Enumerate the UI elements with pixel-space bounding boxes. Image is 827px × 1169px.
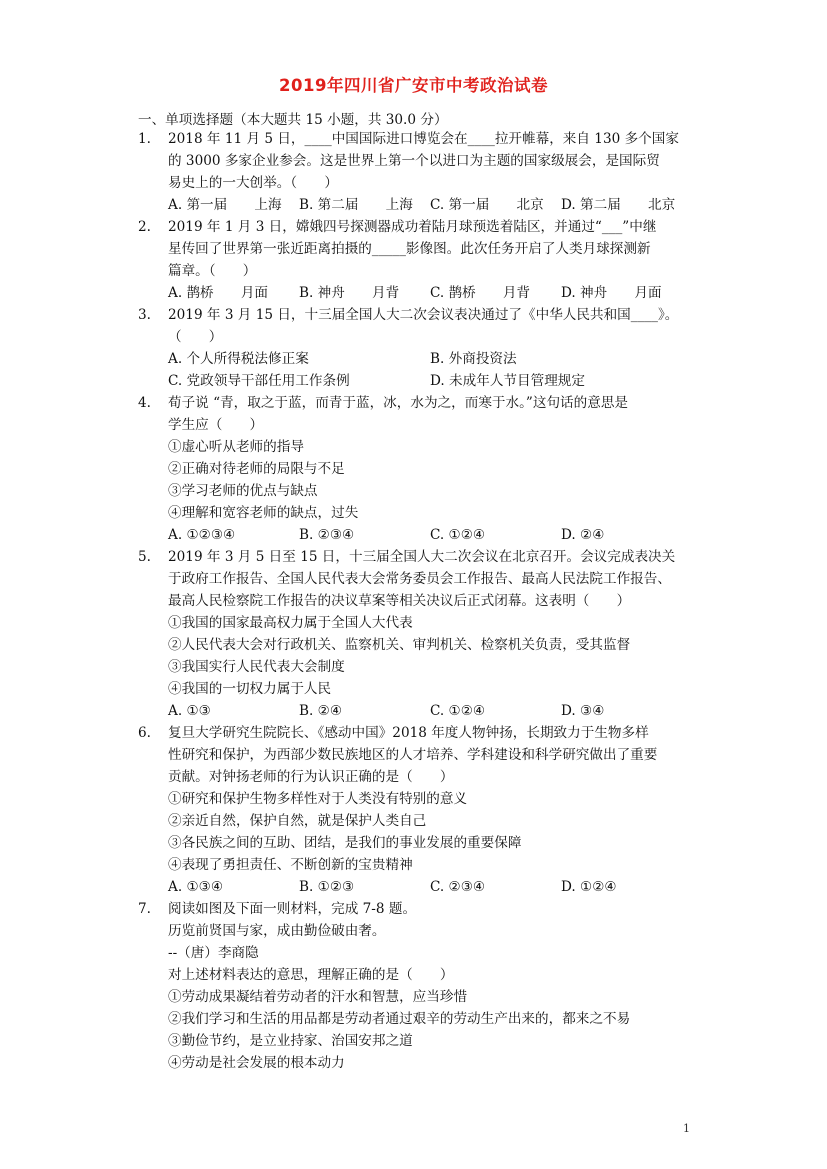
question-text-line: 复旦大学研究生院院长、《感动中国》2018 年度人物钟扬，长期致力于生物多样 bbox=[168, 725, 649, 741]
statement-line: ④理解和宽容老师的缺点，过失 bbox=[168, 505, 359, 521]
option-a: A. 鹊桥 月面 bbox=[168, 285, 269, 301]
question-number: 2. bbox=[138, 219, 151, 235]
quote-attribution: --（唐）李商隐 bbox=[168, 945, 259, 961]
question-number: 1. bbox=[138, 131, 151, 147]
options-row bbox=[168, 524, 700, 546]
statement-line: ①虚心听从老师的指导 bbox=[168, 439, 304, 455]
question-number: 7. bbox=[138, 901, 151, 917]
question-text-line: 2018 年 11 月 5 日，____中国国际进口博览会在____拉开帷幕，来自 130 多个国家 bbox=[168, 131, 679, 147]
options-row bbox=[168, 700, 700, 722]
option-d: D. 第二届 北京 bbox=[561, 197, 676, 213]
question-text-line: 星传回了世界第一张近距离拍摄的_____影像图。此次任务开启了人类月球探测新 bbox=[168, 241, 651, 257]
question-text-line: 贡献。对钟扬老师的行为认识正确的是（ ） bbox=[168, 769, 454, 785]
options-row bbox=[168, 194, 700, 216]
statement-line: ③勤俭节约，是立业持家、治国安邦之道 bbox=[168, 1033, 413, 1049]
statement-line: ②亲近自然，保护自然，就是保护人类自己 bbox=[168, 813, 427, 829]
question-number: 5. bbox=[138, 549, 151, 565]
option-a: A. 第一届 上海 bbox=[168, 197, 282, 213]
option-c: C. 鹊桥 月背 bbox=[430, 285, 531, 301]
option-a: A. ①③④ bbox=[168, 879, 224, 895]
question-text-line: 最高人民检察院工作报告的决议草案等相关决议后正式闭幕。这表明（ ） bbox=[168, 593, 631, 609]
option-b: B. ②③④ bbox=[299, 527, 355, 543]
question-2 bbox=[138, 216, 700, 304]
option-b: B. ②④ bbox=[299, 703, 343, 719]
question-text-line: 荀子说 “青，取之于蓝，而青于蓝，冰，水为之，而寒于水。”这句话的意思是 bbox=[168, 395, 629, 411]
quote-line: 历览前贤国与家，成由勤俭破由奢。 bbox=[168, 923, 386, 939]
statement-line: ①劳动成果凝结着劳动者的汗水和智慧，应当珍惜 bbox=[168, 989, 468, 1005]
statement-line: ④我国的一切权力属于人民 bbox=[168, 681, 332, 697]
question-6 bbox=[138, 722, 700, 898]
statement-line: ③学习老师的优点与缺点 bbox=[168, 483, 318, 499]
option-d: D. 未成年人节目管理规定 bbox=[430, 373, 585, 389]
question-text-line: 篇章。（ ） bbox=[168, 263, 257, 279]
question-3 bbox=[138, 304, 700, 392]
question-text-line: 易史上的一大创举。（ ） bbox=[168, 175, 338, 191]
exam-title: 2019年四川省广安市中考政治试卷 bbox=[279, 76, 548, 95]
options-row bbox=[168, 348, 700, 370]
options-row bbox=[168, 876, 700, 898]
options-row bbox=[168, 282, 700, 304]
question-number: 6. bbox=[138, 725, 151, 741]
question-text-line: 阅读如图及下面一则材料，完成 7-8 题。 bbox=[168, 901, 417, 917]
statement-line: ①我国的国家最高权力属于全国人大代表 bbox=[168, 615, 413, 631]
option-c: C. ②③④ bbox=[430, 879, 486, 895]
question-text-line: 2019 年 3 月 15 日，十三届全国人大二次会议表决通过了《中华人民共和国____》。 bbox=[168, 307, 679, 323]
option-d: D. ③④ bbox=[561, 703, 605, 719]
option-d: D. ②④ bbox=[561, 527, 605, 543]
question-text-line: 对上述材料表达的意思，理解正确的是（ ） bbox=[168, 967, 454, 983]
option-d: D. 神舟 月面 bbox=[561, 285, 662, 301]
option-b: B. 第二届 上海 bbox=[299, 197, 413, 213]
question-text-line: 学生应（ ） bbox=[168, 417, 264, 433]
option-b: B. 外商投资法 bbox=[430, 351, 517, 367]
statement-line: ③我国实行人民代表大会制度 bbox=[168, 659, 345, 675]
question-number: 3. bbox=[138, 307, 151, 323]
question-5 bbox=[138, 546, 700, 722]
statement-line: ④劳动是社会发展的根本动力 bbox=[168, 1055, 345, 1071]
question-text-line: （ ） bbox=[168, 329, 223, 345]
option-c: C. ①②④ bbox=[430, 527, 486, 543]
statement-line: ②我们学习和生活的用品都是劳动者通过艰辛的劳动生产出来的，都来之不易 bbox=[168, 1011, 631, 1027]
question-text-line: 性研究和保护，为西部少数民族地区的人才培养、学科建设和科学研究做出了重要 bbox=[168, 747, 658, 763]
question-1 bbox=[138, 128, 700, 216]
option-b: B. 神舟 月背 bbox=[299, 285, 400, 301]
option-a: A. ①③ bbox=[168, 703, 211, 719]
question-4 bbox=[138, 392, 700, 546]
question-text-line: 2019 年 3 月 5 日至 15 日，十三届全国人大二次会议在北京召开。会议完成表决关 bbox=[168, 549, 676, 565]
options-row bbox=[168, 370, 700, 392]
option-c: C. 党政领导干部任用工作条例 bbox=[168, 373, 350, 389]
question-list bbox=[138, 128, 700, 1074]
option-d: D. ①②④ bbox=[561, 879, 617, 895]
option-c: C. 第一届 北京 bbox=[430, 197, 544, 213]
option-a: A. ①②③④ bbox=[168, 527, 236, 543]
question-text-line: 的 3000 多家企业参会。这是世界上第一个以进口为主题的国家级展会，是国际贸 bbox=[168, 153, 660, 169]
question-text-line: 2019 年 1 月 3 日，嫦娥四号探测器成功着陆月球预选着陆区，并通过“___”中继 bbox=[168, 219, 657, 235]
question-text-line: 于政府工作报告、全国人民代表大会常务委员会工作报告、最高人民法院工作报告、 bbox=[168, 571, 671, 587]
section-heading: 一、单项选择题（本大题共 15 小题，共 30.0 分） bbox=[138, 112, 448, 128]
statement-line: ②人民代表大会对行政机关、监察机关、审判机关、检察机关负责，受其监督 bbox=[168, 637, 631, 653]
statement-line: ①研究和保护生物多样性对于人类没有特别的意义 bbox=[168, 791, 468, 807]
question-7 bbox=[138, 898, 700, 1074]
option-a: A. 个人所得税法修正案 bbox=[168, 351, 309, 367]
page-number: 1 bbox=[683, 1122, 690, 1135]
option-c: C. ①②④ bbox=[430, 703, 486, 719]
option-b: B. ①②③ bbox=[299, 879, 355, 895]
statement-line: ④表现了勇担责任、不断创新的宝贵精神 bbox=[168, 857, 413, 873]
statement-line: ③各民族之间的互助、团结，是我们的事业发展的重要保障 bbox=[168, 835, 522, 851]
question-number: 4. bbox=[138, 395, 151, 411]
statement-line: ②正确对待老师的局限与不足 bbox=[168, 461, 345, 477]
